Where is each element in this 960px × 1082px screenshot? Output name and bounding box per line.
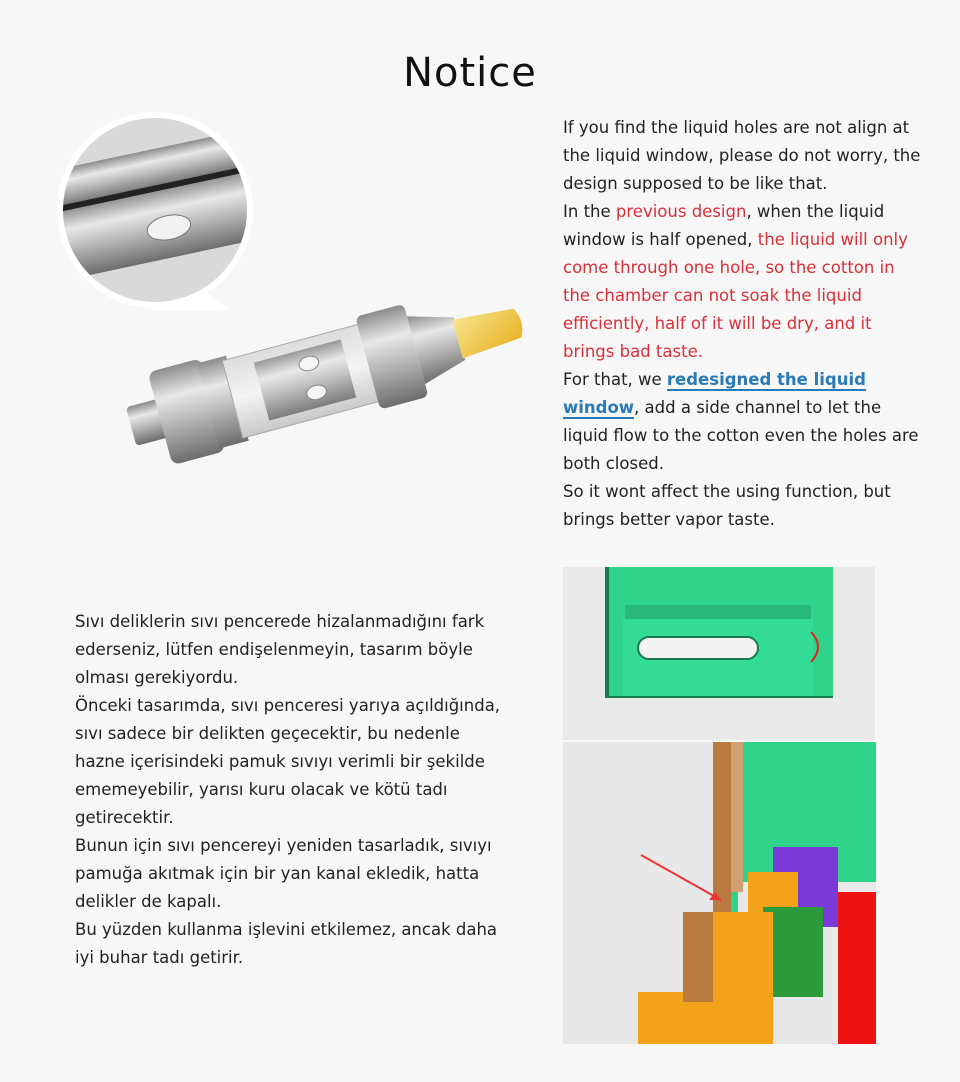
- turkish-paragraph-2: Önceki tasarımda, sıvı penceresi yarıya açıldığında, sıvı sadece bir delikten geçecektir, bu nedenle hazne içerisindeki pamuk sıvıyı verimli bir şekilde ememeyebilir, yarısı kuru olacak ve kötü tadı getirecektir.: [75, 696, 501, 827]
- english-paragraph-2: [563, 198, 923, 366]
- red-highlight: the liquid will only come through one hole, so the cotton in the chamber can not soak the liquid efficiently, half of it will be dry, and it brings bad taste.: [563, 230, 908, 361]
- english-paragraph-1: If you find the liquid holes are not align at the liquid window, please do not worry, the design supposed to be like that.: [563, 118, 921, 193]
- english-notice: [563, 114, 923, 534]
- turkish-paragraph-1: Sıvı deliklerin sıvı pencerede hizalanmadığını fark ederseniz, lütfen endişelenmeyin, tasarım böyle olması gerekiyordu.: [75, 612, 485, 687]
- cad-window-image: [563, 567, 875, 740]
- cad-cross-section-image: [563, 742, 876, 1044]
- turkish-paragraph-4: Bu yüzden kullanma işlevini etkilemez, ancak daha iyi buhar tadı getirir.: [75, 920, 498, 967]
- turkish-notice: [75, 608, 505, 972]
- red-highlight: previous design: [615, 202, 747, 221]
- text-segment: For that, we: [563, 370, 667, 389]
- text-segment: In the: [563, 202, 616, 221]
- english-paragraph-3: [563, 366, 923, 478]
- turkish-paragraph-3: Bunun için sıvı pencereyi yeniden tasarladık, sıvıyı pamuğa akıtmak için bir yan kanal ekledik, hatta delikler de kapalı.: [75, 836, 492, 911]
- redesigned-window-highlight: redesigned the liquid window: [563, 370, 866, 417]
- page-title: Notice: [403, 50, 537, 96]
- english-paragraph-4: So it wont affect the using function, but brings better vapor taste.: [563, 482, 891, 529]
- text-segment: , add a side channel to let the liquid flow to the cotton even the holes are both closed.: [563, 398, 919, 473]
- text-segment: , when the liquid window is half opened,: [563, 202, 885, 249]
- tank-product-image: [55, 110, 555, 520]
